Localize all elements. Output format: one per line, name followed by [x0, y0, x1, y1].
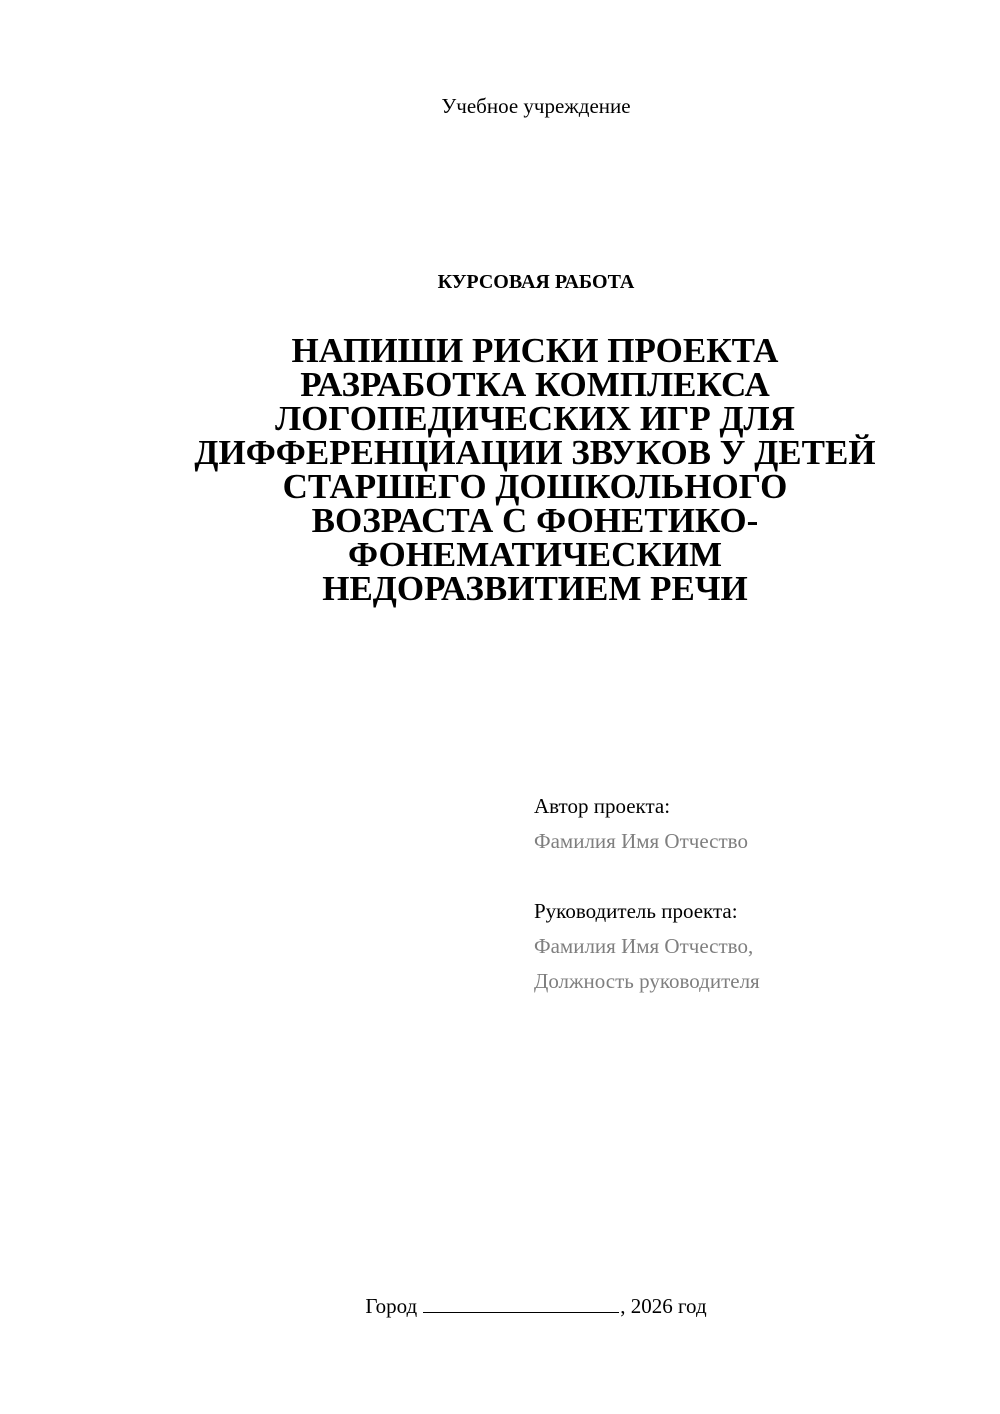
city-year-line — [0, 1292, 1000, 1320]
authors-block — [534, 789, 974, 999]
title-line: ВОЗРАСТА С ФОНЕТИКО- — [311, 501, 759, 540]
supervisor-name: Фамилия Имя Отчество, — [534, 934, 754, 958]
title-line: РАЗРАБОТКА КОМПЛЕКСА — [300, 365, 770, 404]
author-name: Фамилия Имя Отчество — [534, 829, 748, 853]
institution-name: Учебное учреждение — [441, 94, 631, 118]
title-line: НАПИШИ РИСКИ ПРОЕКТА — [291, 331, 779, 370]
city-blank-line — [423, 1292, 619, 1313]
document-type: КУРСОВАЯ РАБОТА — [437, 271, 635, 293]
title-line: ЛОГОПЕДИЧЕСКИХ ИГР ДЛЯ — [275, 399, 795, 438]
title-line: ФОНЕМАТИЧЕСКИМ — [347, 535, 723, 574]
title-line: НЕДОРАЗВИТИЕМ РЕЧИ — [322, 569, 748, 608]
city-label: Город — [365, 1294, 418, 1318]
title-line: СТАРШЕГО ДОШКОЛЬНОГО — [282, 467, 788, 506]
year-text: , 2026 год — [620, 1294, 707, 1318]
title-line: ДИФФЕРЕНЦИАЦИИ ЗВУКОВ У ДЕТЕЙ — [194, 433, 876, 472]
supervisor-position: Должность руководителя — [534, 969, 760, 993]
supervisor-label: Руководитель проекта: — [534, 899, 738, 923]
document-title — [150, 331, 920, 608]
author-label: Автор проекта: — [534, 794, 671, 818]
spacer — [534, 859, 974, 894]
